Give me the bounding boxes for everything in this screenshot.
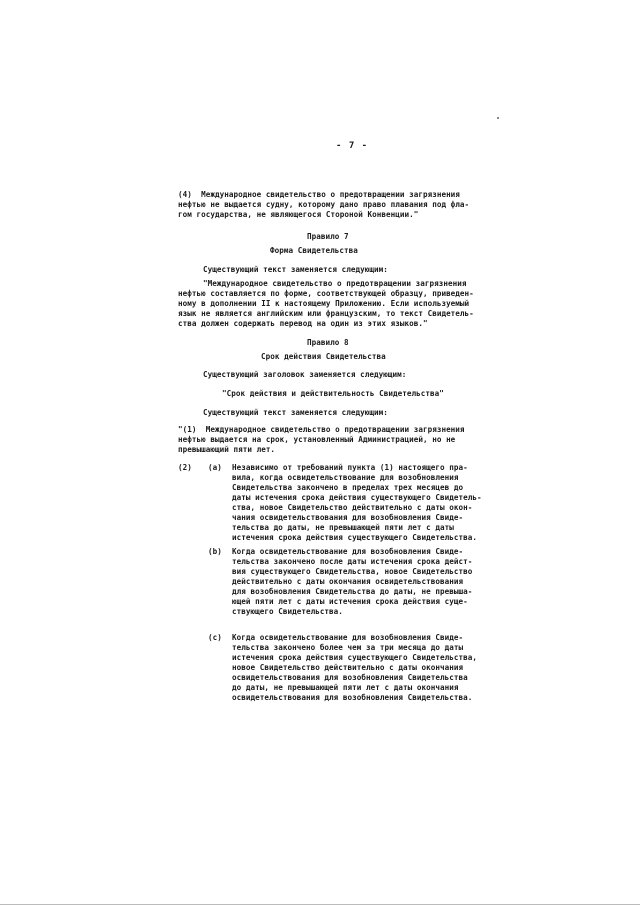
text-line: нефтью не выдается судну, которому дано право плавания под фла- — [178, 200, 470, 209]
text-line: чания освидетельствования для возобновления Свиде- — [232, 513, 464, 522]
text-line: истечения срока действия существующего Свидетельства. — [232, 533, 477, 542]
text-line: нефтью выдается на срок, установленный Администрацией, но не — [178, 435, 456, 444]
text-line: превышающий пяти лет. — [178, 445, 276, 454]
text-line: освидетельствования для возобновления Свидетельства — [232, 673, 468, 682]
text-line: действительно с даты окончания освидетельствования — [232, 577, 464, 586]
text-line: новое Свидетельство действительно с даты окончания — [232, 663, 464, 672]
text-line: тельства закончено после даты истечения срока дейст- — [232, 557, 473, 566]
text-line: вила, когда освидетельствование для возобновления — [232, 473, 459, 482]
text-line: "Международное свидетельство о предотвращении загрязнения — [203, 279, 467, 288]
rule-8-intro-heading: Существующий заголовок заменяется следующим: — [203, 370, 407, 379]
text-line: вия существующего Свидетельства, новое Свидетельство — [232, 567, 473, 576]
rule-7-intro: Существующий текст заменяется следующим: — [203, 265, 388, 274]
rule-7-title: Форма Свидетельства — [270, 246, 358, 255]
text-line: ства, новое Свидетельство действительно с даты окон- — [232, 503, 473, 512]
text-line: "(1) Международное свидетельство о предотвращении загрязнения — [178, 425, 465, 434]
text-line: ному в дополнении II к настоящему Приложению. Если используемый — [178, 299, 470, 308]
text-line: даты истечения срока действия существующего Свидетель- — [232, 493, 482, 502]
text-line: тельства до даты, не превышающей пяти лет с даты — [232, 523, 454, 532]
text-line: (4) Международное свидетельство о предотвращении загрязнения — [178, 190, 460, 199]
text-line: истечения срока действия существующего Свидетельства, — [232, 653, 477, 662]
sub-item-marker: (b) — [208, 547, 222, 556]
text-line: ства должен содержать перевод на один из этих языков." — [178, 319, 428, 328]
text-line: освидетельствования для возобновления Свидетельства. — [232, 693, 473, 702]
text-line: нефтью составляется по форме, соответствующей образцу, приведен- — [178, 289, 474, 298]
scan-speck — [497, 117, 499, 119]
text-line: тельства закончено более чем за три месяца до даты — [232, 643, 464, 652]
text-line: ствующего Свидетельства. — [232, 607, 343, 616]
text-line: ющей пяти лет с даты истечения срока действия суще- — [232, 597, 468, 606]
sub-item-marker: (a) — [208, 463, 222, 472]
rule-7-heading: Правило 7 — [307, 232, 349, 241]
text-line: Когда освидетельствование для возобновления Свиде- — [232, 633, 464, 642]
text-line: до даты, не превышающей пяти лет с даты окончания — [232, 683, 459, 692]
sub-item-marker: (c) — [208, 633, 222, 642]
text-line: язык не является английским или французским, то текст Свидетель- — [178, 309, 474, 318]
rule-8-title: Срок действия Свидетельства — [261, 352, 386, 361]
rule-8-intro-text: Существующий текст заменяется следующим: — [203, 408, 388, 417]
text-line: Свидетельства закончено в пределах трех месяцев до — [232, 483, 464, 492]
paragraph-2-number: (2) — [178, 463, 192, 472]
text-line: Когда освидетельствование для возобновления Свиде- — [232, 547, 464, 556]
text-line: для возобновления Свидетельства до даты, не превыша- — [232, 587, 473, 596]
rule-8-heading: Правило 8 — [307, 338, 349, 347]
text-line: Независимо от требований пункта (1) настоящего пра- — [232, 463, 468, 472]
page-number: - 7 - — [336, 141, 369, 151]
rule-8-new-heading: "Срок действия и действительность Свидетельства" — [222, 389, 444, 398]
text-line: гом государства, не являющегося Стороной Конвенции." — [178, 210, 419, 219]
